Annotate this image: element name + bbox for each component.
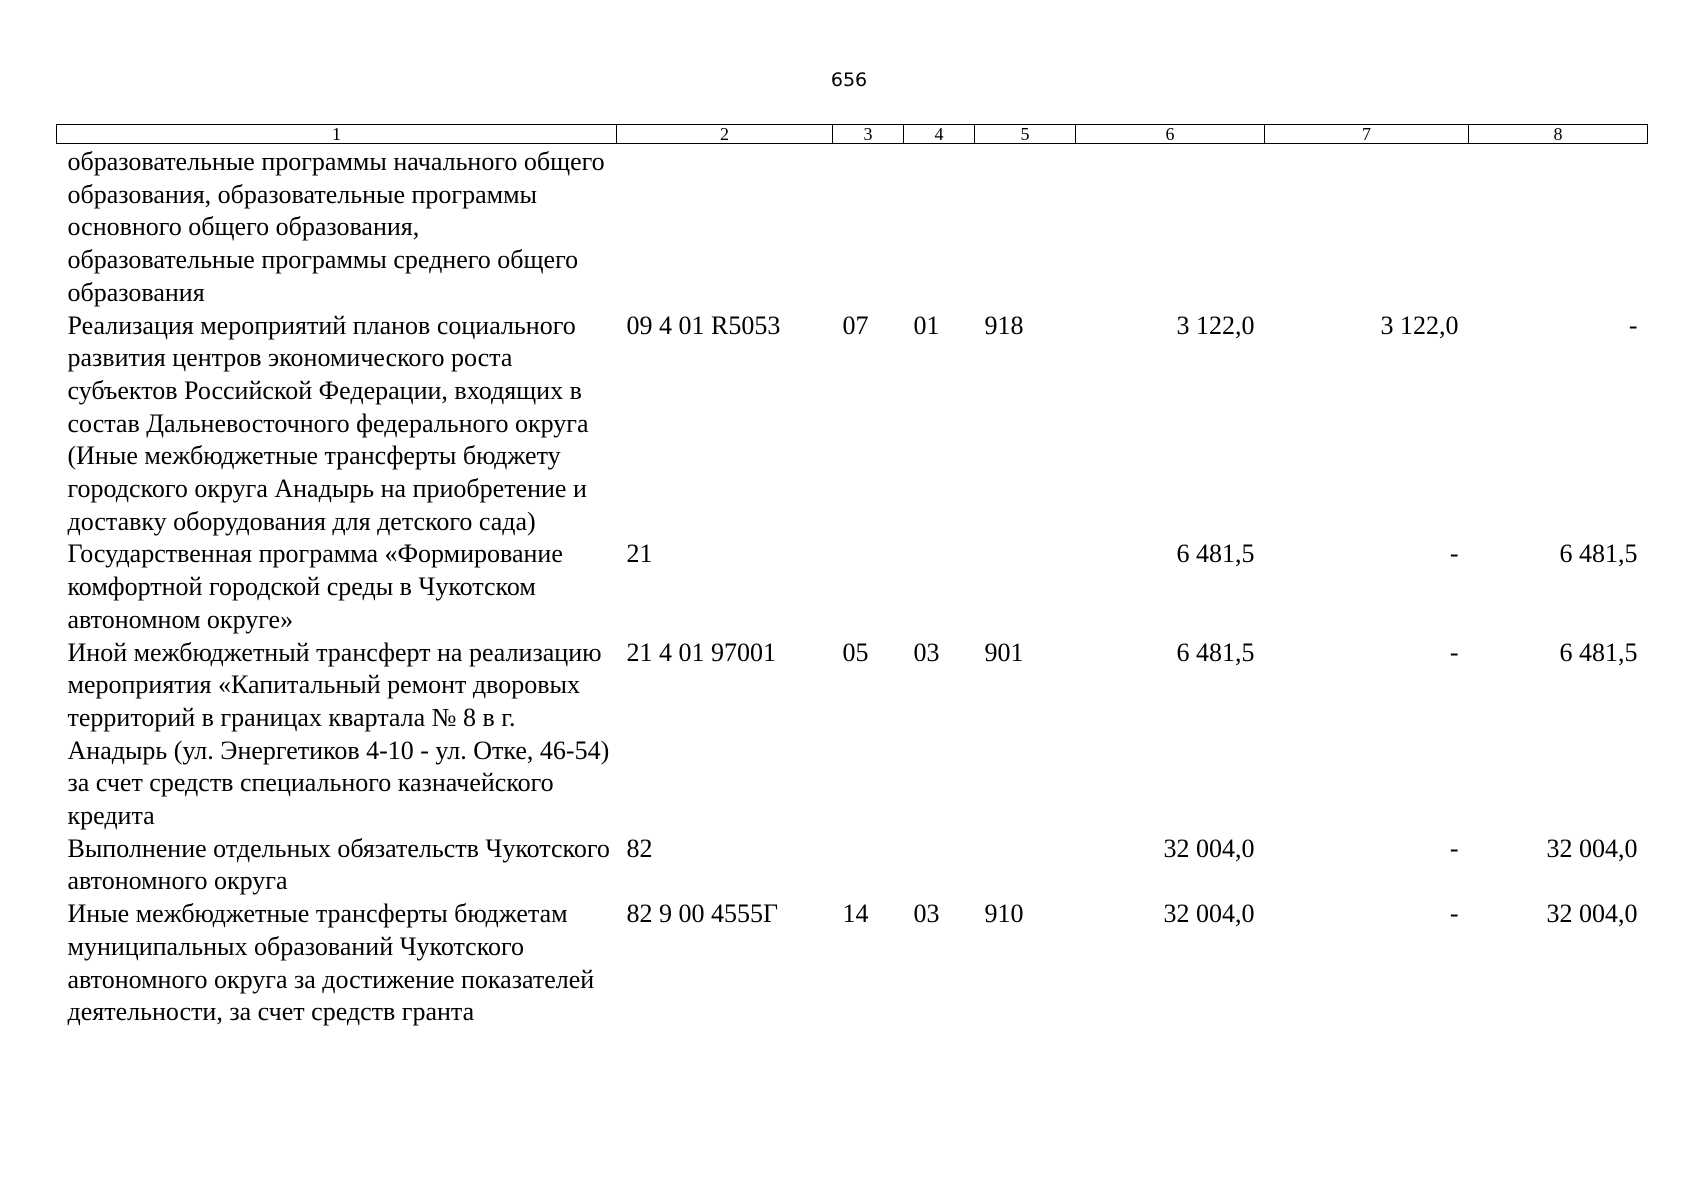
- row-total: 32 004,0: [1163, 899, 1255, 929]
- row-total: [1076, 144, 1265, 310]
- row-name: Иной межбюджетный трансферт на реализацию мероприятия «Капитальный ремонт дворовых территорий в границах квартала № 8 в г. Анадырь (ул. Энергетиков 4-10 - ул. Отке, 46-54) за счет средств специального казначейского кредита: [67, 637, 610, 831]
- row-col7: -: [1449, 833, 1459, 863]
- row-total: 32 004,0: [1163, 833, 1255, 863]
- row-grbs: 918: [984, 310, 1024, 340]
- row-subsection: 01: [913, 310, 940, 340]
- row-col7: 3 122,0: [1380, 310, 1459, 340]
- table-row: [57, 538, 1648, 636]
- row-col8: 6 481,5: [1559, 637, 1638, 667]
- row-col8: 32 004,0: [1546, 899, 1638, 929]
- row-section: 07: [842, 310, 869, 340]
- row-subsection: 03: [913, 899, 940, 929]
- row-name: Выполнение отдельных обязательств Чукотского автономного округа: [67, 833, 610, 896]
- row-csr-code: 09 4 01 R5053: [626, 310, 781, 340]
- row-total: 6 481,5: [1176, 539, 1255, 569]
- row-col7: [1265, 144, 1469, 310]
- row-section: 05: [842, 637, 869, 667]
- row-subsection: [904, 144, 975, 310]
- column-header: 4: [904, 125, 975, 144]
- column-header: 6: [1076, 125, 1265, 144]
- row-grbs: 901: [984, 637, 1024, 667]
- row-total: 3 122,0: [1176, 310, 1255, 340]
- row-name: Государственная программа «Формирование комфортной городской среды в Чукотском автономном округе»: [67, 539, 563, 634]
- table-row: [57, 637, 1648, 833]
- row-csr-code: 82: [626, 833, 653, 863]
- row-col8: 32 004,0: [1546, 833, 1638, 863]
- row-col8: -: [1628, 310, 1638, 340]
- table-row: [57, 310, 1648, 539]
- row-subsection: 03: [913, 637, 940, 667]
- table-row: [57, 144, 1648, 310]
- row-name: Реализация мероприятий планов социального развития центров экономического роста субъектов Российской Федерации, входящих в состав Дальневосточного федерального округа (Иные межбюджетные трансферты бюджету городского округа Анадырь на приобретение и доставку оборудования для детского сада): [67, 310, 589, 536]
- column-header: 2: [617, 125, 833, 144]
- row-csr-code: 21 4 01 97001: [626, 637, 776, 667]
- table-row: [57, 833, 1648, 898]
- row-subsection: [904, 538, 975, 636]
- column-header: 1: [57, 125, 617, 144]
- row-grbs: [975, 833, 1076, 898]
- row-col7: -: [1449, 899, 1459, 929]
- row-name: образовательные программы начального общего образования, образовательные программы основного общего образования, образовательные программы среднего общего образования: [67, 147, 605, 307]
- row-section: [833, 538, 904, 636]
- row-col8: 6 481,5: [1559, 539, 1638, 569]
- row-section: 14: [842, 899, 869, 929]
- row-total: 6 481,5: [1176, 637, 1255, 667]
- row-csr-code: 21: [626, 539, 653, 569]
- column-header: 8: [1469, 125, 1648, 144]
- row-csr-code: 82 9 00 4555Г: [626, 899, 779, 929]
- row-col7: -: [1449, 539, 1459, 569]
- row-subsection: [904, 833, 975, 898]
- column-header: 7: [1265, 125, 1469, 144]
- row-section: [833, 833, 904, 898]
- row-col7: -: [1449, 637, 1459, 667]
- page-number: 656: [830, 69, 868, 91]
- budget-table: [56, 124, 1648, 1029]
- row-name: Иные межбюджетные трансферты бюджетам муниципальных образований Чукотского автономного округа за достижение показателей деятельности, за счет средств гранта: [67, 899, 595, 1027]
- table-header-row: [57, 125, 1648, 144]
- table-row: [57, 898, 1648, 1029]
- row-grbs: [975, 144, 1076, 310]
- row-col8: [1469, 144, 1648, 310]
- row-csr-code: [617, 144, 833, 310]
- row-grbs: 910: [984, 899, 1024, 929]
- column-header: 3: [833, 125, 904, 144]
- row-section: [833, 144, 904, 310]
- row-grbs: [975, 538, 1076, 636]
- column-header: 5: [975, 125, 1076, 144]
